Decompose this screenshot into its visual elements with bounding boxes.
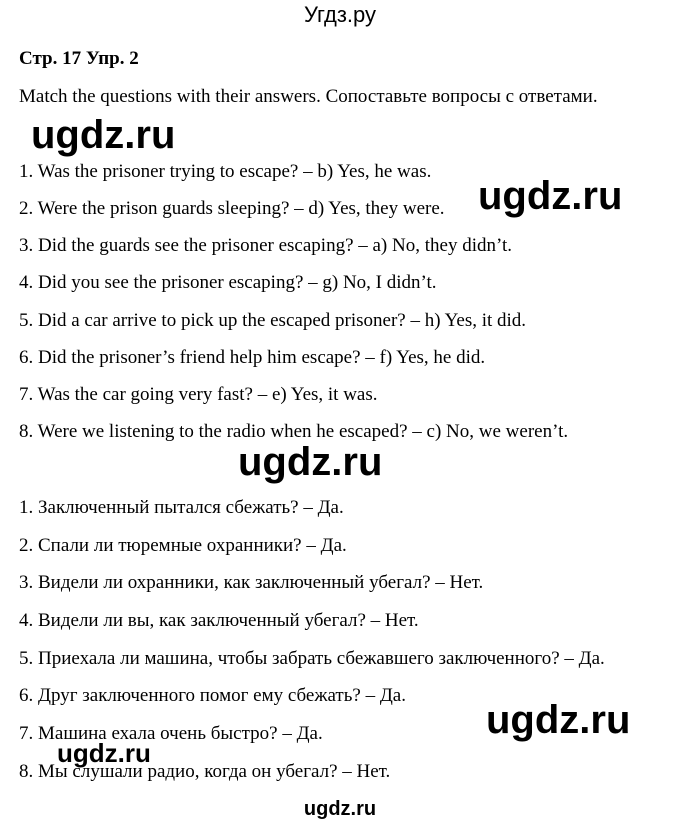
russian-line-3: 3. Видели ли охранники, как заключенный убегал? – Нет. <box>19 572 484 593</box>
english-line-3: 3. Did the guards see the prisoner escaping? – a) No, they didn’t. <box>19 235 512 256</box>
site-title: Угдз.ру <box>303 2 377 27</box>
russian-line-1: 1. Заключенный пытался сбежать? – Да. <box>19 497 344 518</box>
watermark: ugdz.ru <box>486 698 631 742</box>
russian-line-4: 4. Видели ли вы, как заключенный убегал? – Нет. <box>19 610 419 631</box>
english-line-2: 2. Were the prison guards sleeping? – d) Yes, they were. <box>19 198 445 219</box>
russian-line-5: 5. Приехала ли машина, чтобы забрать сбежавшего заключенного? – Да. <box>19 648 605 669</box>
exercise-instruction: Match the questions with their answers. Сопоставьте вопросы с ответами. <box>19 86 598 107</box>
english-line-4: 4. Did you see the prisoner escaping? – g) No, I didn’t. <box>19 272 437 293</box>
english-line-8: 8. Were we listening to the radio when he escaped? – c) No, we weren’t. <box>19 421 569 442</box>
watermark: ugdz.ru <box>478 174 623 218</box>
russian-line-6: 6. Друг заключенного помог ему сбежать? – Да. <box>19 685 406 706</box>
watermark: ugdz.ru <box>238 440 383 484</box>
russian-line-2: 2. Спали ли тюремные охранники? – Да. <box>19 535 347 556</box>
english-line-5: 5. Did a car arrive to pick up the escaped prisoner? – h) Yes, it did. <box>19 310 527 331</box>
footer-site: ugdz.ru <box>303 798 377 820</box>
russian-line-8: 8. Мы слушали радио, когда он убегал? – Нет. <box>19 761 391 782</box>
english-line-6: 6. Did the prisoner’s friend help him escape? – f) Yes, he did. <box>19 347 486 368</box>
exercise-heading: Стр. 17 Упр. 2 <box>19 48 139 69</box>
english-line-7: 7. Was the car going very fast? – e) Yes, it was. <box>19 384 378 405</box>
watermark: ugdz.ru <box>57 738 151 768</box>
watermark: ugdz.ru <box>31 113 176 157</box>
russian-line-7: 7. Машина ехала очень быстро? – Да. <box>19 723 323 744</box>
english-line-1: 1. Was the prisoner trying to escape? – b) Yes, he was. <box>19 161 432 182</box>
